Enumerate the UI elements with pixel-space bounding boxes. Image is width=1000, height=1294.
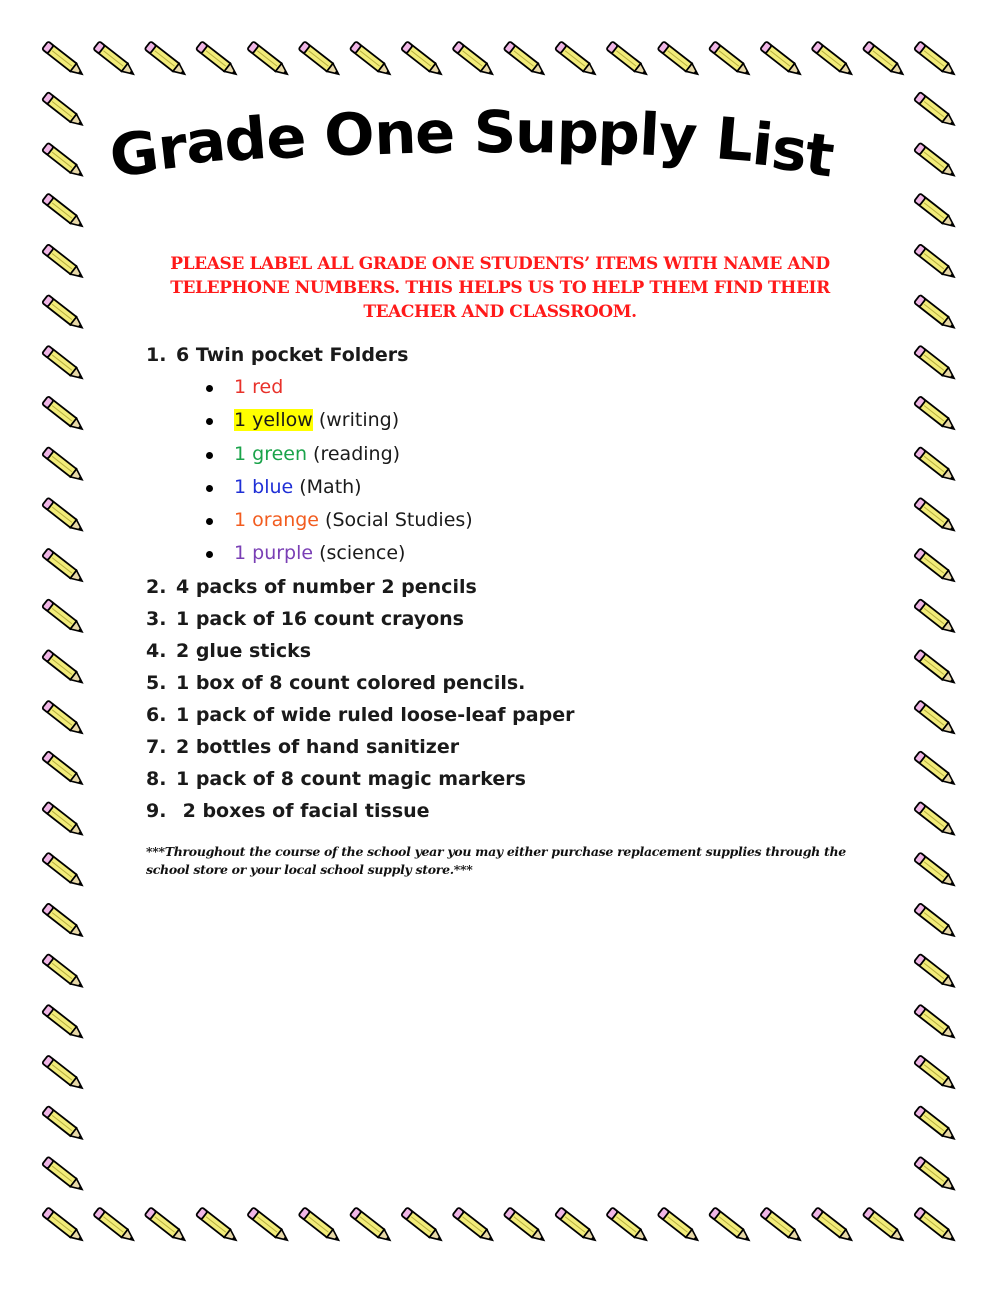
page-title-container [105, 97, 840, 212]
title-letter: a [182, 105, 228, 178]
pencil-icon [42, 244, 85, 281]
list-item-number: 1. [146, 344, 167, 366]
pencil-icon [247, 1207, 290, 1244]
list-item-text: 1 pack of wide ruled loose-leaf paper [176, 703, 575, 726]
folder-color: 1 orange [234, 509, 319, 532]
pencil-icon [914, 41, 957, 78]
pencil-icon [247, 41, 290, 78]
pencil-icon [42, 193, 85, 230]
list-item-text: 6 Twin pocket Folders [176, 344, 409, 366]
pencil-icon [555, 1207, 598, 1244]
pencil-icon [42, 599, 85, 636]
folder-color: 1 yellow [234, 409, 313, 432]
pencil-icon [914, 143, 957, 180]
folder-color: 1 blue [234, 475, 294, 498]
pencil-icon [93, 1207, 136, 1244]
pencil-icon [914, 903, 957, 940]
pencil-icon [452, 1207, 495, 1244]
title-letter: l [637, 100, 661, 170]
list-item-text: 2 glue sticks [176, 639, 312, 662]
list-item [146, 731, 886, 763]
list-item [146, 571, 886, 603]
pencil-icon [914, 548, 957, 585]
pencil-icon [863, 41, 906, 78]
list-item [146, 339, 886, 371]
pencil-icon [914, 396, 957, 433]
pencil-icon [914, 498, 957, 535]
folder-color: 1 red [234, 376, 284, 398]
pencil-icon [42, 447, 85, 484]
pencil-icon [42, 1005, 85, 1042]
list-item-text: 2 boxes of facial tissue [176, 799, 430, 822]
title-letter: S [473, 98, 516, 166]
title-letter [454, 98, 474, 166]
pencil-icon [196, 41, 239, 78]
pencil-icon [914, 447, 957, 484]
bullet-icon [206, 385, 213, 392]
folder-item [146, 404, 886, 437]
title-letter: e [414, 98, 455, 168]
page-title [105, 97, 838, 191]
title-letter: O [322, 99, 376, 170]
folder-color: 1 green [234, 442, 308, 465]
list-item-text: 4 packs of number 2 pencils [176, 575, 477, 598]
pencil-icon [709, 1207, 752, 1244]
pencil-icon [914, 954, 957, 991]
list-item [146, 795, 886, 827]
pencil-icon [555, 41, 598, 78]
list-item-text: 1 pack of 16 count crayons [176, 607, 464, 630]
pencil-icon [658, 41, 701, 78]
pencil-icon [42, 92, 85, 129]
pencil-icon [93, 41, 136, 78]
pencil-icon [863, 1207, 906, 1244]
title-letter: u [514, 97, 557, 167]
pencil-icon [606, 41, 649, 78]
title-letter: G [105, 117, 162, 191]
pencil-icon [42, 650, 85, 687]
pencil-icon [914, 700, 957, 737]
folder-item [146, 371, 886, 404]
pencil-icon [42, 548, 85, 585]
pencil-icon [350, 41, 393, 78]
footnote: ***Throughout the course of the school year you may either purchase replacement supplies through the school store or your local school supply store.*** [146, 844, 846, 877]
pencil-icon [914, 1005, 957, 1042]
folder-subject: (reading) [307, 442, 401, 465]
title-letter: t [801, 119, 838, 191]
pencil-icon [914, 244, 957, 281]
supply-list [146, 339, 886, 827]
list-item-number: 3. [146, 607, 167, 630]
pencil-icon [914, 1106, 957, 1143]
folder-item [146, 438, 886, 471]
pencil-icon [914, 295, 957, 332]
pencil-icon [42, 700, 85, 737]
pencil-icon [298, 41, 341, 78]
pencil-icon [914, 751, 957, 788]
list-item-number: 6. [146, 703, 167, 726]
folder-item [146, 504, 886, 537]
pencil-icon [42, 143, 85, 180]
pencil-icon [504, 1207, 547, 1244]
bullet-icon [206, 551, 213, 558]
folder-item [146, 471, 886, 504]
folder-color: 1 purple [234, 542, 314, 565]
pencil-icon [42, 295, 85, 332]
pencil-icon [811, 1207, 854, 1244]
pencil-icon [42, 396, 85, 433]
pencil-icon [401, 1207, 444, 1244]
list-item-number: 5. [146, 671, 167, 694]
pencil-icon [811, 41, 854, 78]
pencil-icon [914, 1207, 957, 1244]
folder-subject: (Math) [293, 475, 362, 498]
pencil-icon [298, 1207, 341, 1244]
list-item-text: 1 box of 8 count colored pencils. [176, 671, 526, 694]
list-item-number: 7. [146, 735, 167, 758]
pencil-icon [42, 345, 85, 382]
pencil-icon [42, 751, 85, 788]
title-letter: d [221, 104, 269, 176]
list-item [146, 667, 886, 699]
pencil-icon [42, 802, 85, 839]
title-letter: p [596, 98, 641, 169]
pencil-icon [658, 1207, 701, 1244]
pencil-icon [42, 1055, 85, 1092]
pencil-icon [709, 41, 752, 78]
pencil-icon [760, 41, 803, 78]
label-notice: PLEASE LABEL ALL GRADE ONE STUDENTS’ ITEMS WITH NAME AND TELEPHONE NUMBERS. THIS HELPS US TO HELP THEM FIND THEIR TEACHER AND CLASSROOM. [170, 254, 830, 322]
bullet-icon [206, 418, 213, 425]
folder-color-list [146, 371, 886, 571]
pencil-icon [914, 1055, 957, 1092]
folder-item [146, 537, 886, 570]
pencil-icon [145, 1207, 188, 1244]
folder-subject: (writing) [312, 409, 400, 432]
pencil-icon [760, 1207, 803, 1244]
pencil-icon [196, 1207, 239, 1244]
pencil-icon [452, 41, 495, 78]
list-item-number: 2. [146, 575, 167, 598]
list-item-number: 8. [146, 767, 167, 790]
pencil-icon [42, 903, 85, 940]
pencil-icon [914, 92, 957, 129]
pencil-icon [145, 41, 188, 78]
pencil-icon [42, 41, 85, 78]
bullet-icon [206, 485, 213, 492]
pencil-icon [914, 193, 957, 230]
title-letter: i [748, 109, 775, 180]
pencil-icon [914, 852, 957, 889]
bullet-icon [206, 452, 213, 459]
pencil-icon [42, 498, 85, 535]
folder-subject: (Social Studies) [319, 509, 473, 532]
pencil-icon [42, 852, 85, 889]
title-letter: y [656, 101, 699, 172]
list-item [146, 603, 886, 635]
list-item-number: 4. [146, 639, 167, 662]
pencil-icon [42, 1157, 85, 1194]
list-item [146, 635, 886, 667]
folder-subject: (science) [313, 542, 406, 565]
pencil-icon [42, 1207, 85, 1244]
list-item [146, 699, 886, 731]
list-item [146, 763, 886, 795]
title-letter: n [372, 98, 417, 169]
title-letter: r [153, 112, 190, 184]
bullet-icon [206, 518, 213, 525]
pencil-icon [914, 1157, 957, 1194]
list-item-text: 2 bottles of hand sanitizer [176, 735, 460, 758]
title-letter: s [767, 114, 810, 186]
pencil-icon [504, 41, 547, 78]
title-letter: p [555, 98, 599, 168]
pencil-icon [350, 1207, 393, 1244]
pencil-icon [914, 345, 957, 382]
list-item-number: 9. [146, 799, 167, 822]
pencil-icon [401, 41, 444, 78]
title-letter: e [263, 102, 308, 174]
list-item-text: 1 pack of 8 count magic markers [176, 767, 526, 790]
title-letter: L [712, 104, 756, 176]
pencil-icon [42, 954, 85, 991]
pencil-icon [914, 802, 957, 839]
pencil-icon [606, 1207, 649, 1244]
pencil-icon [42, 1106, 85, 1143]
pencil-icon [914, 599, 957, 636]
pencil-icon [914, 650, 957, 687]
